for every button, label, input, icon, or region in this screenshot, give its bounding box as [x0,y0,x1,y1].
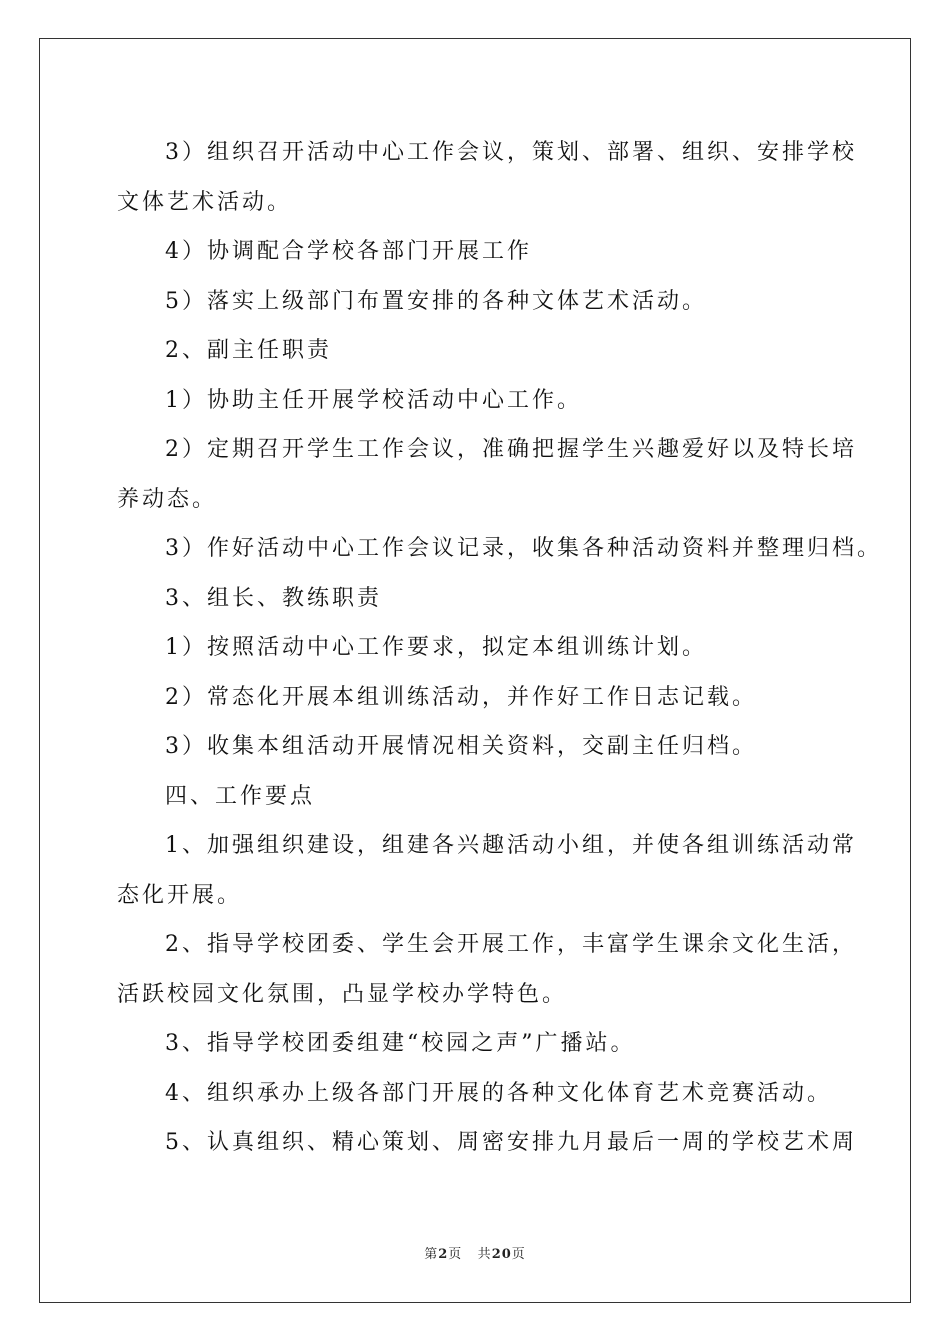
document-body [117,128,882,1168]
page-footer [0,1243,950,1262]
text-line: 2、副主任职责 [165,338,332,363]
text-line: 2）常态化开展本组训练活动，并作好工作日志记载。 [165,684,757,710]
page-number: 2 [438,1247,449,1262]
total-prefix: 共 [477,1247,492,1262]
text-line: 活跃校园文化氛围，凸显学校办学特色。 [117,981,568,1007]
text-line: 4、组织承办上级各部门开展的各种文化体育艺术竞赛活动。 [165,1080,832,1106]
text-line: 3）组织召开活动中心工作会议，策划、部署、组织、安排学校 [165,140,857,165]
text-line: 养动态。 [117,486,218,512]
page-suffix: 页 [448,1247,463,1262]
text-line: 3、组长、教练职责 [165,585,382,611]
text-line: 4）协调配合学校各部门开展工作 [165,239,532,264]
text-line: 态化开展。 [117,882,243,908]
text-line: 2、指导学校团委、学生会开展工作，丰富学生课余文化生活， [165,932,857,957]
text-line: 5、认真组织、精心策划、周密安排九月最后一周的学校艺术周 [165,1130,857,1155]
text-line: 1、加强组织建设，组建各兴趣活动小组，并使各组训练活动常 [165,833,857,858]
total-pages: 20 [491,1247,512,1262]
text-line: 四、工作要点 [165,783,316,809]
text-line: 2）定期召开学生工作会议，准确把握学生兴趣爱好以及特长培 [165,437,857,462]
text-line: 文体艺术活动。 [117,189,293,215]
text-line: 3、指导学校团委组建“校园之声”广播站。 [165,1031,636,1056]
text-line: 3）收集本组活动开展情况相关资料，交副主任归档。 [165,734,757,759]
text-line: 1）按照活动中心工作要求，拟定本组训练计划。 [165,635,707,660]
text-line: 5）落实上级部门布置安排的各种文体艺术活动。 [165,288,707,314]
total-suffix: 页 [511,1247,526,1262]
text-line: 1）协助主任开展学校活动中心工作。 [165,387,582,413]
text-line: 3）作好活动中心工作会议记录，收集各种活动资料并整理归档。 [165,536,882,561]
page-prefix: 第 [424,1247,439,1262]
